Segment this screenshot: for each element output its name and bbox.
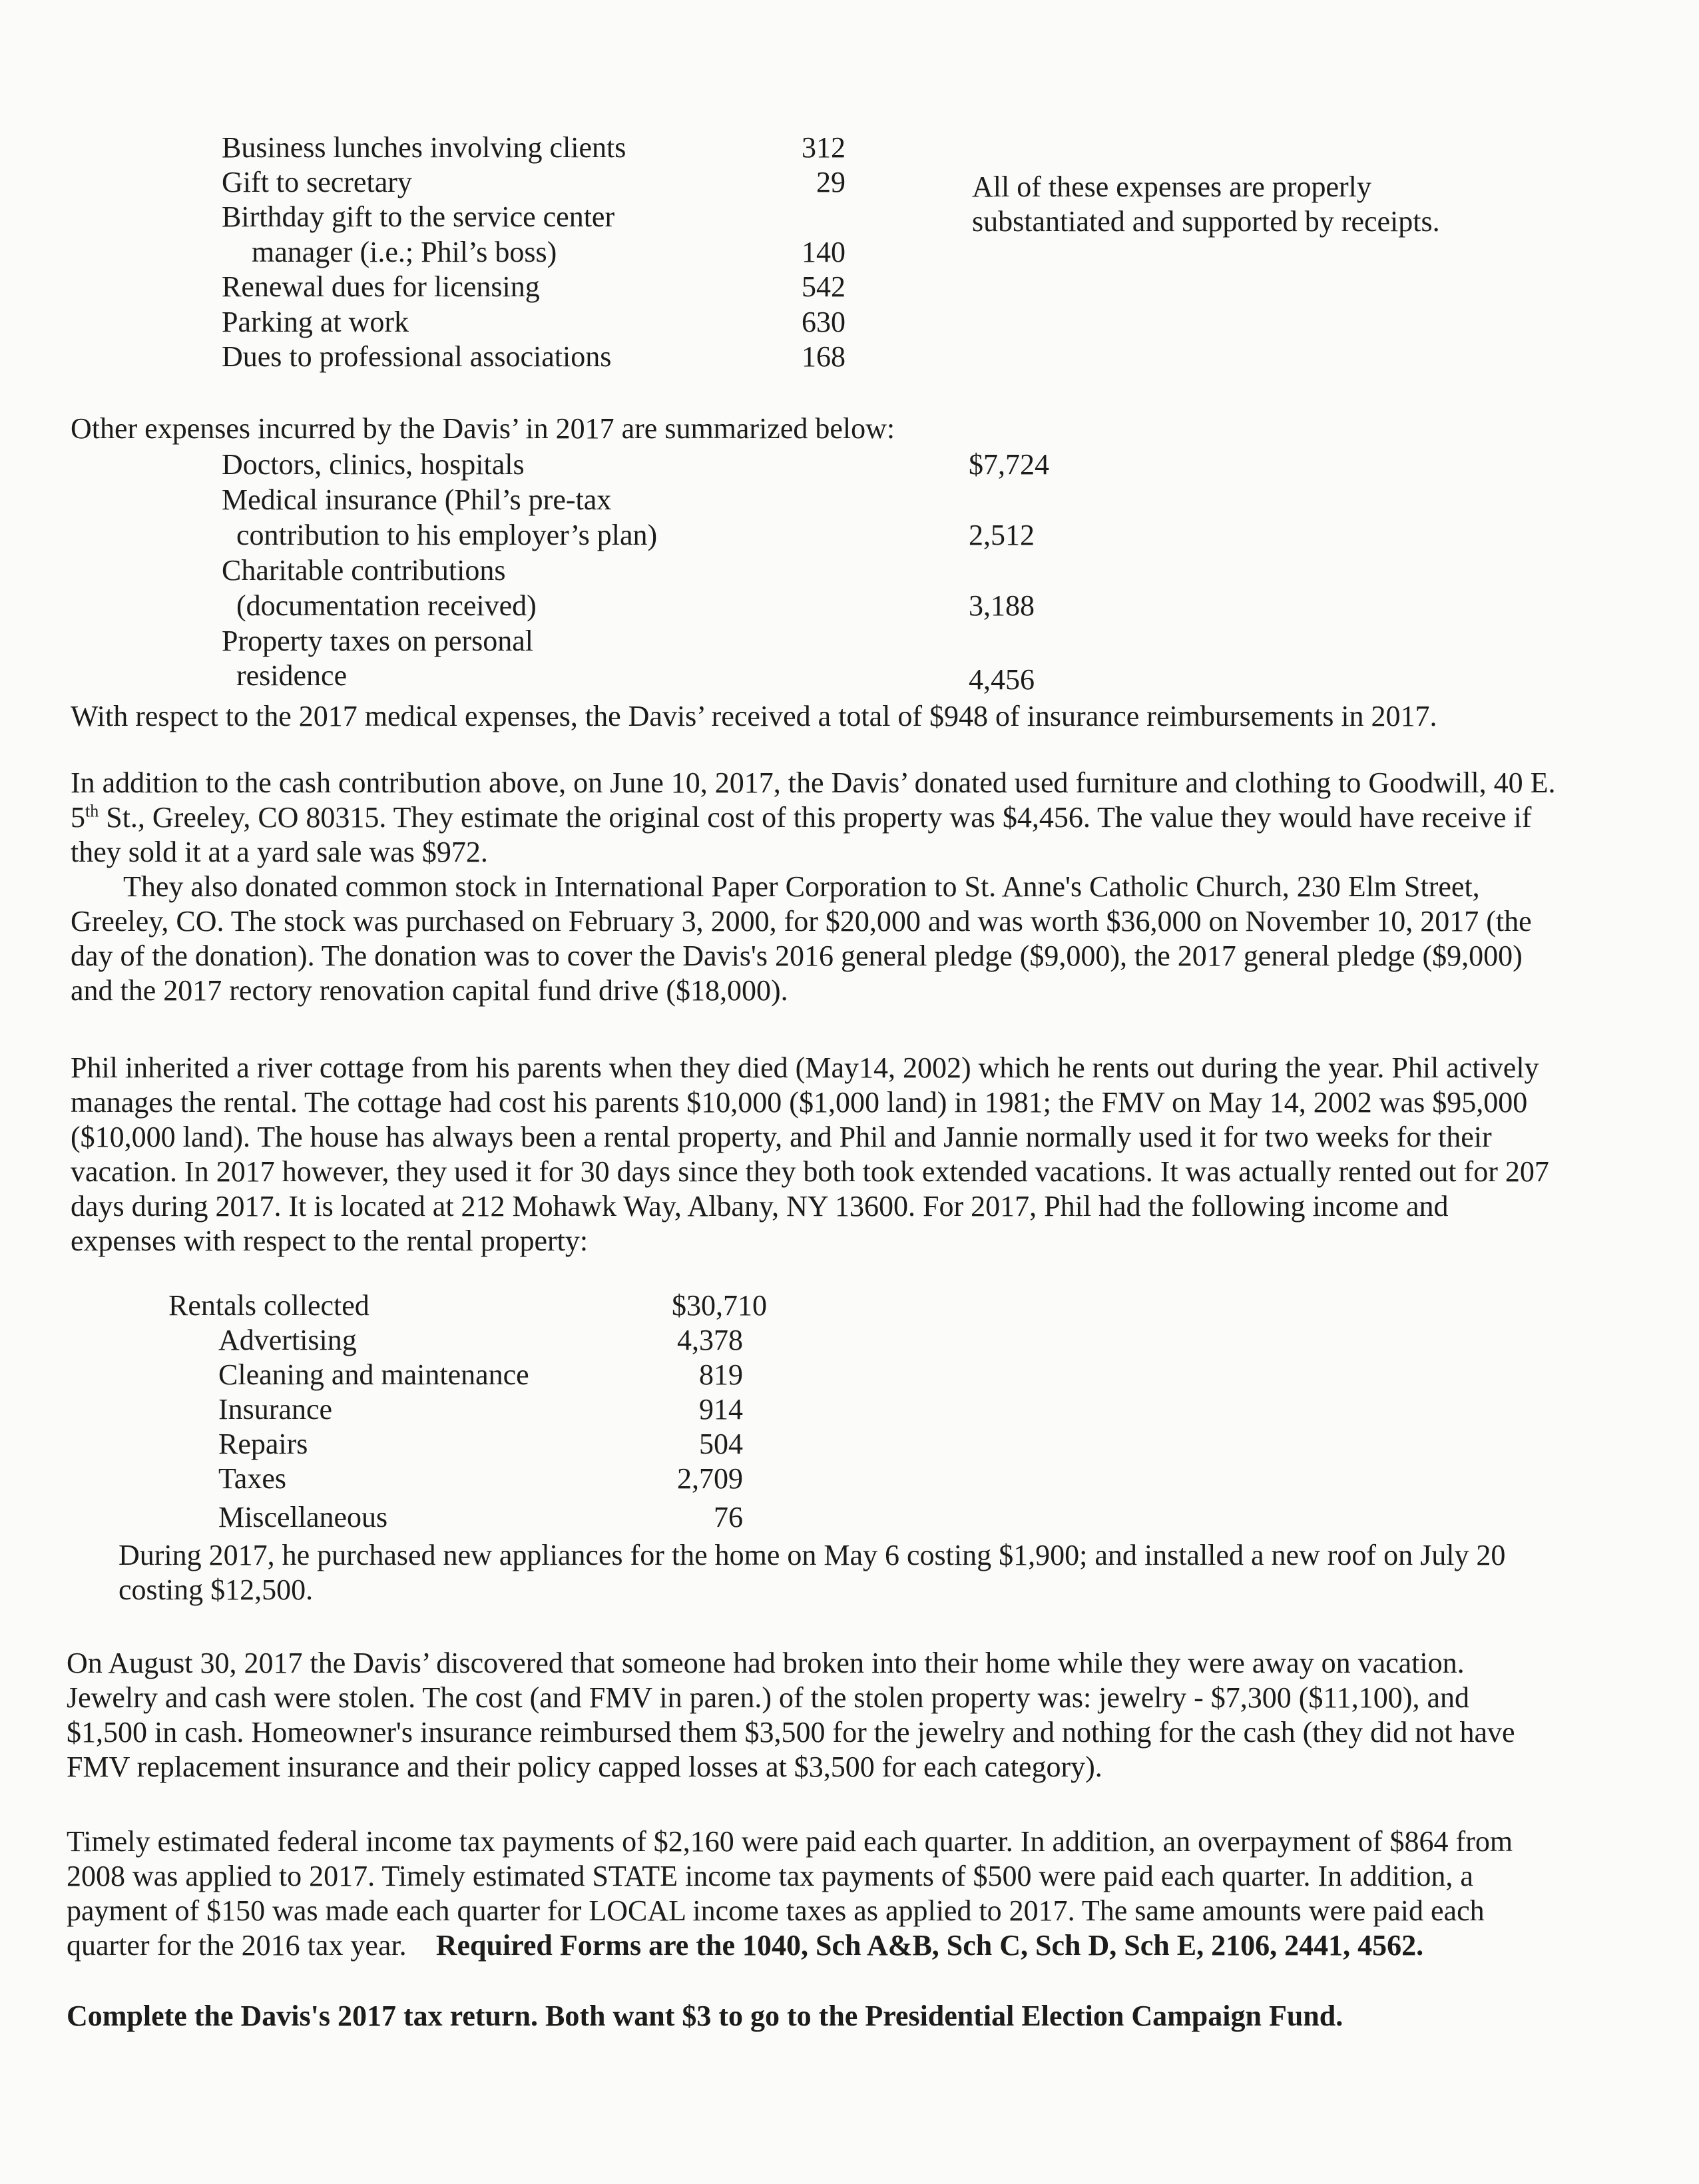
- paragraph-line: On August 30, 2017 the Davis’ discovered that someone had broken into their home while they were away on vacation.: [67, 1647, 1465, 1679]
- expense-amount: 29: [816, 166, 846, 198]
- paragraph-line: days during 2017. It is located at 212 Mohawk Way, Albany, NY 13600. For 2017, Phil had the following income and: [71, 1190, 1449, 1223]
- paragraph-line: vacation. In 2017 however, they used it for 30 days since they both took extended vacations. It was actually rented out for 207: [71, 1155, 1549, 1188]
- paragraph-line: Phil inherited a river cottage from his parents when they died (May14, 2002) which he rents out during the year. Phil actively: [71, 1051, 1539, 1084]
- expense-label: Doctors, clinics, hospitals: [222, 448, 525, 481]
- paragraph-line: manages the rental. The cottage had cost his parents $10,000 ($1,000 land) in 1981; the FMV on May 14, 2002 was $95,000: [71, 1086, 1528, 1119]
- expense-label: Parking at work: [222, 306, 409, 338]
- expense-amount: 3,188: [969, 589, 1035, 622]
- expense-amount: 542: [802, 270, 846, 303]
- expense-amount: 312: [802, 131, 846, 164]
- paragraph-line: 5th St., Greeley, CO 80315. They estimate the original cost of this property was $4,456. The value they would have receive if: [71, 801, 1532, 834]
- paragraph-line: 2008 was applied to 2017. Timely estimated STATE income tax payments of $500 were paid each quarter. In addition, a: [67, 1860, 1473, 1892]
- rental-label: Repairs: [218, 1428, 308, 1460]
- expense-label: (documentation received): [236, 589, 537, 622]
- rental-amount: $30,710: [672, 1289, 767, 1322]
- work-expenses-note-line: substantiated and supported by receipts.: [972, 205, 1440, 238]
- expense-label: contribution to his employer’s plan): [236, 519, 658, 551]
- appliance-note-line: costing $12,500.: [119, 1573, 314, 1606]
- expense-label: Dues to professional associations: [222, 340, 612, 373]
- paragraph-line: They also donated common stock in International Paper Corporation to St. Anne's Catholic Church, 230 Elm Street,: [123, 870, 1480, 903]
- expense-amount: 168: [802, 340, 846, 373]
- paragraph-line: day of the donation). The donation was to cover the Davis's 2016 general pledge ($9,000), the 2017 general pledge ($9,000): [71, 940, 1523, 972]
- expense-label: Business lunches involving clients: [222, 131, 626, 164]
- expense-label: Gift to secretary: [222, 166, 412, 198]
- rental-label: Insurance: [218, 1393, 333, 1426]
- appliance-note-line: During 2017, he purchased new appliances for the home on May 6 costing $1,900; and installed a new roof on July 20: [119, 1539, 1506, 1571]
- rental-label: Advertising: [218, 1324, 357, 1356]
- rental-label: Taxes: [218, 1462, 286, 1495]
- expense-amount: 140: [802, 236, 846, 268]
- rental-amount: 4,378: [677, 1324, 743, 1356]
- paragraph-line: and the 2017 rectory renovation capital fund drive ($18,000).: [71, 974, 788, 1007]
- rental-amount: 504: [699, 1428, 743, 1460]
- paragraph-line: quarter for the 2016 tax year. Required Forms are the 1040, Sch A&B, Sch C, Sch D, Sch E, 2106, 2441, 4562.: [67, 1929, 1424, 1962]
- rental-label: Rentals collected: [168, 1289, 369, 1322]
- paragraph-line: payment of $150 was made each quarter for LOCAL income taxes as applied to 2017. The same amounts were paid each: [67, 1894, 1485, 1927]
- expense-label: Birthday gift to the service center: [222, 200, 615, 233]
- medical-reimbursement-note: With respect to the 2017 medical expenses, the Davis’ received a total of $948 of insurance reimbursements in 2017.: [71, 700, 1437, 732]
- expense-amount: 2,512: [969, 519, 1035, 551]
- expense-label: Medical insurance (Phil’s pre-tax: [222, 483, 612, 516]
- final-instruction: Complete the Davis's 2017 tax return. Both want $3 to go to the Presidential Election Campaign Fund.: [67, 2000, 1343, 2032]
- paragraph-line: expenses with respect to the rental property:: [71, 1225, 589, 1257]
- paragraph-line: ($10,000 land). The house has always been a rental property, and Phil and Jannie normally used it for two weeks for their: [71, 1121, 1492, 1153]
- rental-label: Miscellaneous: [218, 1501, 388, 1533]
- expense-label: Property taxes on personal: [222, 625, 533, 657]
- paragraph-line: they sold it at a yard sale was $972.: [71, 836, 488, 868]
- rental-amount: 819: [699, 1358, 743, 1391]
- rental-amount: 2,709: [677, 1462, 743, 1495]
- expense-label: residence: [236, 659, 348, 692]
- rental-label: Cleaning and maintenance: [218, 1358, 529, 1391]
- paragraph-line: FMV replacement insurance and their policy capped losses at $3,500 for each category).: [67, 1751, 1102, 1783]
- rental-amount: 76: [714, 1501, 743, 1533]
- expense-amount: 4,456: [969, 663, 1035, 696]
- paragraph-line: Greeley, CO. The stock was purchased on February 3, 2000, for $20,000 and was worth $36,000 on November 10, 2017 (the: [71, 905, 1532, 938]
- paragraph-line: Jewelry and cash were stolen. The cost (and FMV in paren.) of the stolen property was: jewelry - $7,300 ($11,100), and: [67, 1681, 1469, 1714]
- expense-label: Renewal dues for licensing: [222, 270, 540, 303]
- paragraph-line: $1,500 in cash. Homeowner's insurance reimbursed them $3,500 for the jewelry and nothing for the cash (they did not have: [67, 1716, 1515, 1749]
- expense-label: Charitable contributions: [222, 554, 506, 587]
- required-forms: Required Forms are the 1040, Sch A&B, Sch C, Sch D, Sch E, 2106, 2441, 4562.: [435, 1929, 1424, 1962]
- paragraph-line: In addition to the cash contribution above, on June 10, 2017, the Davis’ donated used furniture and clothing to Goodwill, 40 E.: [71, 766, 1556, 799]
- expense-amount: $7,724: [969, 448, 1049, 481]
- work-expenses-note-line: All of these expenses are properly: [972, 170, 1371, 203]
- paragraph-line: Timely estimated federal income tax payments of $2,160 were paid each quarter. In addition, an overpayment of $864 from: [67, 1825, 1513, 1858]
- expense-label: manager (i.e.; Phil’s boss): [252, 236, 557, 268]
- expense-amount: 630: [802, 306, 846, 338]
- rental-amount: 914: [699, 1393, 743, 1426]
- other-expenses-intro: Other expenses incurred by the Davis’ in 2017 are summarized below:: [71, 412, 895, 445]
